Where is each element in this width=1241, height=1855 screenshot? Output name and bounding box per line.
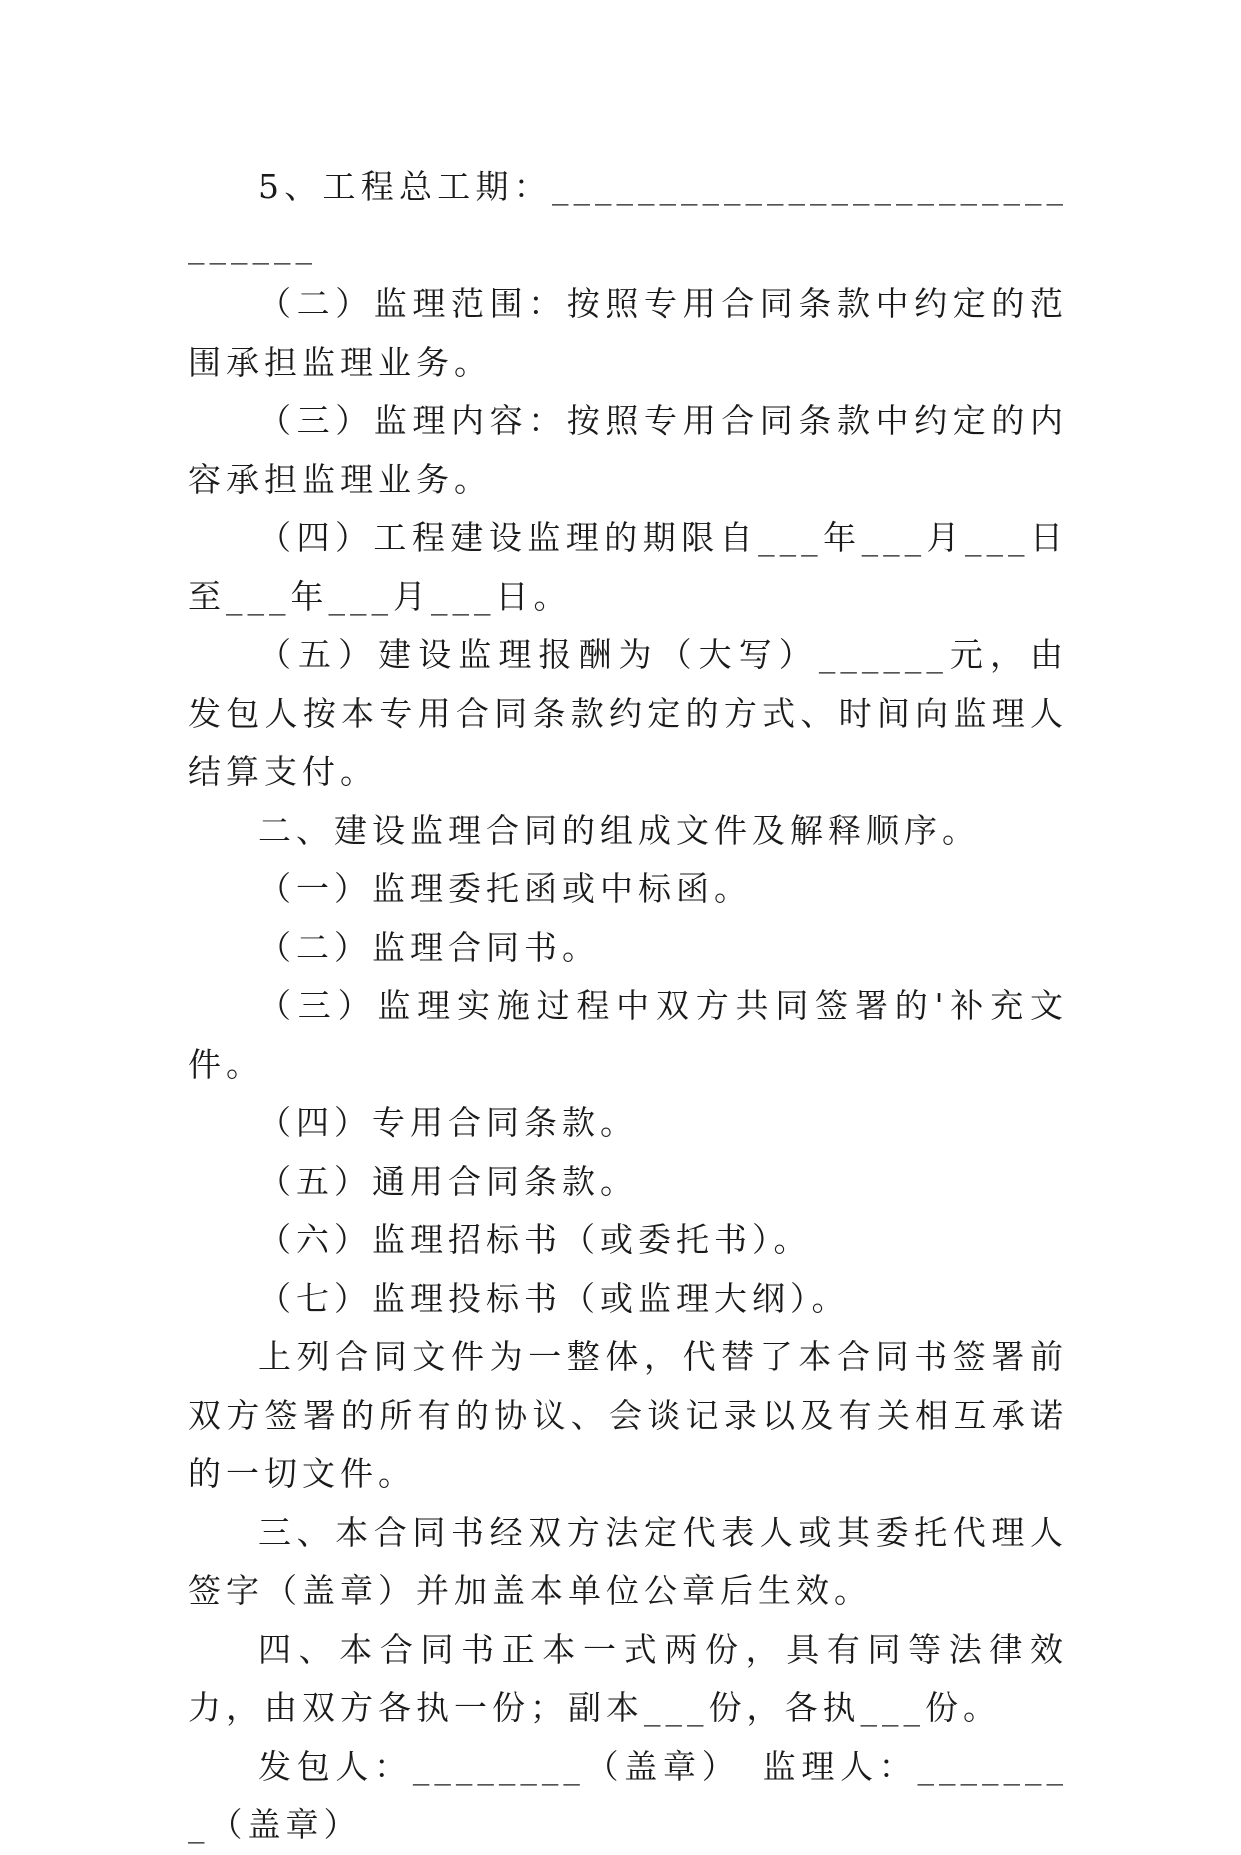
paragraph-supervision-content: （三）监理内容：按照专用合同条款中约定的内容承担监理业务。 <box>188 401 1068 499</box>
list-item: （三）监理实施过程中双方共同签署的'补充文件。 <box>188 986 1068 1084</box>
list-item: （五）通用合同条款。 <box>258 1161 638 1201</box>
paragraph-total-duration: 5、工程总工期：______________________________ <box>188 167 1068 265</box>
paragraph-supervision-scope: （二）监理范围：按照专用合同条款中约定的范围承担监理业务。 <box>188 284 1068 382</box>
section-heading-contract-documents: 二、建设监理合同的组成文件及解释顺序。 <box>258 810 980 850</box>
list-item: （一）监理委托函或中标函。 <box>258 869 752 908</box>
document-body <box>188 158 1068 1855</box>
section-heading-copies: 四、本合同书正本一式两份，具有同等法律效力，由双方各执一份；副本___份，各执___份。 <box>188 1629 1068 1727</box>
list-item: （四）专用合同条款。 <box>258 1103 638 1142</box>
list-item: （二）监理合同书。 <box>258 927 600 967</box>
paragraph-supervision-period: （四）工程建设监理的期限自___年___月___日至___年___月___日。 <box>188 518 1069 616</box>
signature-line: 发包人：________（盖章） 监理人：________（盖章） <box>188 1746 1068 1844</box>
section-heading-effectiveness: 三、本合同书经双方法定代表人或其委托代理人签字（盖章）并加盖本单位公章后生效。 <box>188 1512 1068 1610</box>
list-item: （七）监理投标书（或监理大纲）。 <box>258 1278 850 1318</box>
list-item: （六）监理招标书（或委托书）。 <box>258 1220 812 1259</box>
paragraph-documents-whole: 上列合同文件为一整体，代替了本合同书签署前双方签署的所有的协议、会谈记录以及有关相互承诺的一切文件。 <box>188 1337 1068 1493</box>
paragraph-supervision-fee: （五）建设监理报酬为（大写）______元，由发包人按本专用合同条款约定的方式、时间向监理人结算支付。 <box>188 635 1068 791</box>
